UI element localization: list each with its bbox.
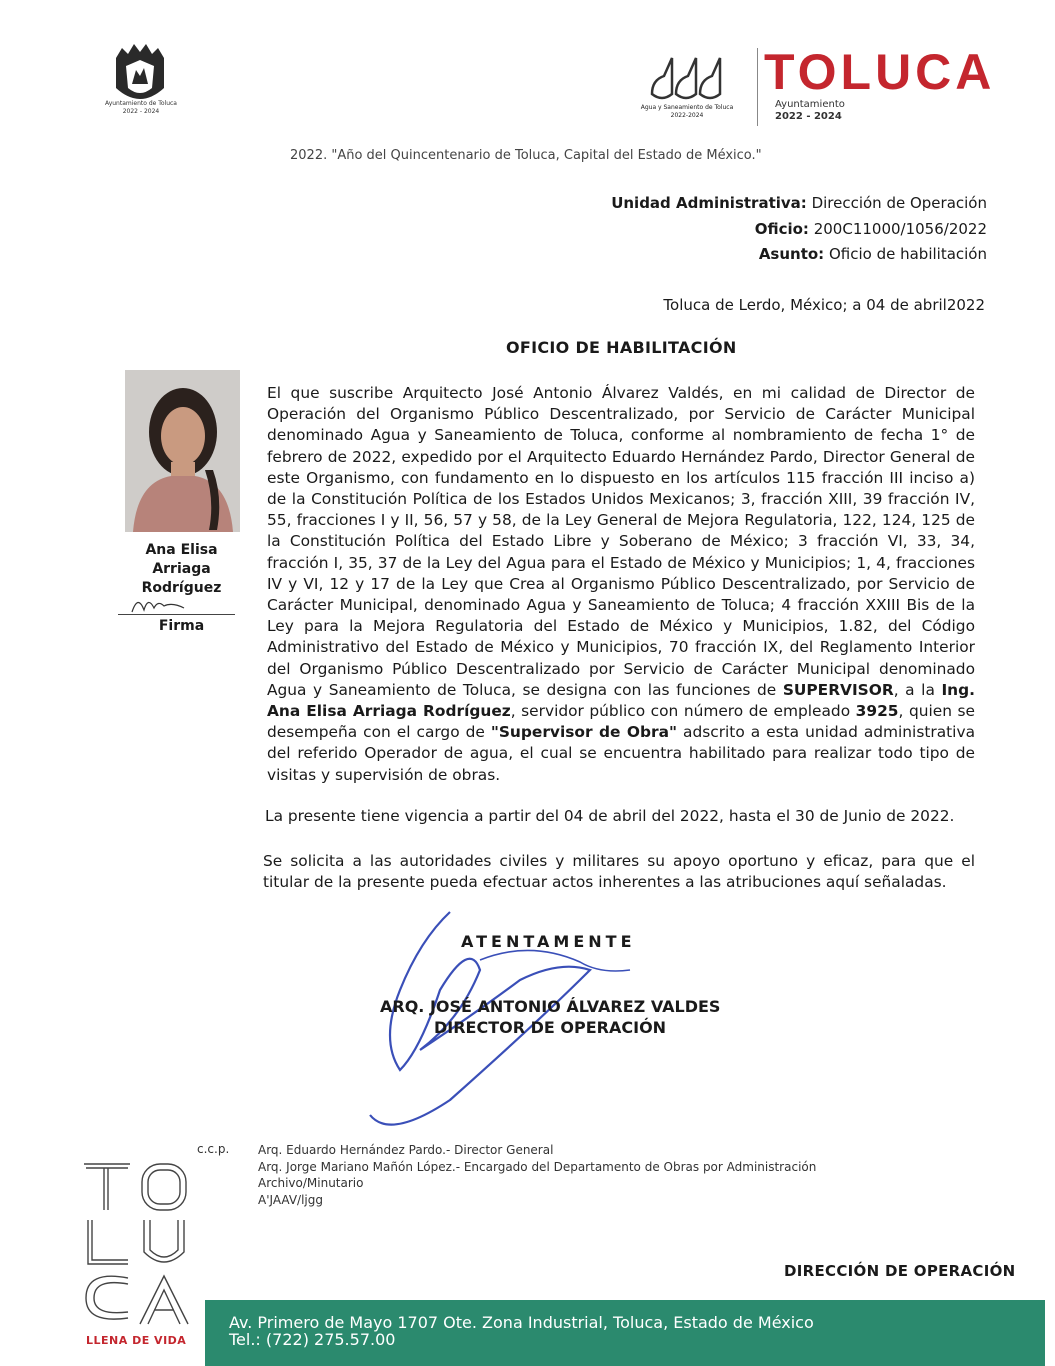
meta-asunto-label: Asunto: xyxy=(758,245,825,263)
signature-line xyxy=(118,614,235,615)
header-divider xyxy=(757,48,758,126)
agua-saneamiento-logo-icon xyxy=(646,50,726,106)
person-name-line3: Rodríguez xyxy=(141,580,222,596)
ccp-line-1: Arq. Eduardo Hernández Pardo.- Director General xyxy=(258,1143,554,1157)
person-name-line1: Ana Elisa xyxy=(145,542,218,558)
meta-oficio xyxy=(755,220,987,238)
firma-label: Firma xyxy=(158,618,205,634)
ccp-line-4: A'JAAV/ljgg xyxy=(258,1192,323,1207)
person-photo xyxy=(125,370,240,532)
document-title: OFICIO DE HABILITACIÓN xyxy=(506,338,737,357)
meta-unidad-value: Dirección de Operación xyxy=(811,194,987,212)
body-part4: , quien se desempeña con el cargo de xyxy=(267,702,975,742)
body-cargo: "Supervisor de Obra" xyxy=(490,723,678,742)
toluca-wordmark: TOLUCA xyxy=(764,44,996,100)
crest-caption: Ayuntamiento de Toluca 2022 - 2024 xyxy=(105,100,177,115)
meta-asunto-value: Oficio de habilitación xyxy=(828,245,987,263)
caasa-caption: Agua y Saneamiento de Toluca 2022-2024 xyxy=(640,104,734,119)
person-name-line2: Arriaga xyxy=(152,561,211,577)
ccp-line-2: Arq. Jorge Mariano Mañón López.- Encargado del Departamento de Obras por Administración xyxy=(258,1159,817,1174)
body-role: SUPERVISOR xyxy=(782,680,894,699)
signer-role: DIRECTOR DE OPERACIÓN xyxy=(434,1018,667,1037)
person-signature-icon xyxy=(128,590,198,620)
body-employee-number: 3925 xyxy=(855,702,899,721)
meta-unidad xyxy=(611,194,987,212)
ccp-list xyxy=(258,1142,816,1208)
place-date: Toluca de Lerdo, México; a 04 de abril2022 xyxy=(663,296,985,314)
footer-direccion: DIRECCIÓN DE OPERACIÓN xyxy=(784,1262,1016,1280)
body-paragraph-2: La presente tiene vigencia a partir del 04 de abril del 2022, hasta el 30 de Junio de 2022. xyxy=(265,807,955,825)
toluca-grid-logo-icon xyxy=(82,1160,192,1330)
body-part3: , servidor público con número de empleado xyxy=(510,702,856,721)
llena-de-vida: LLENA DE VIDA xyxy=(86,1334,187,1347)
meta-oficio-value: 200C11000/1056/2022 xyxy=(813,220,987,238)
body-paragraph-3: Se solicita a las autoridades civiles y militares su apoyo oportuno y eficaz, para que el titular de la presente pueda efectuar actos inherentes a las atribuciones aquí señaladas. xyxy=(263,852,975,891)
body-name: Ing. Ana Elisa Arriaga Rodríguez xyxy=(267,680,975,721)
ccp-line-3: Archivo/Minutario xyxy=(258,1176,364,1190)
ccp-label: c.c.p. xyxy=(197,1142,230,1156)
body-paragraph-1 xyxy=(267,383,975,786)
body-part1: El que suscribe Arquitecto José Antonio Álvarez Valdés, en mi calidad de Director de Operación del Organismo Público Descentralizado, por Servicio de Carácter Municipal denominado Agua y Saneamiento de Toluca, conforme al nombramiento de fecha 1° de febrero de 2022, expedido por el Arquitecto Eduardo Hernández Pardo, Director General de este Organismo, con fundamento en lo dispuesto en los artículos 115 fracción III inciso a) de la Constitución Política de los Estados Unidos Mexicanos; 3, fracción XIII, 39 fracción IV, 55, fracciones I y II, 56, 57 y 58, de la Ley General de Mejora Regulatoria, 122, 124, 125 de la Constitución Política del Estado Libre y Soberano de México; 3 fracción VI, 33, 34, fracción I, 35, 37 de la Ley del Agua para el Estado de México y Municipios; 1, 4, fracciones IV y VI, 12 y 17 de la Ley que Crea al Organismo Público Descentralizado, por Servicio de Carácter Municipal, denominado Agua y Saneamiento de Toluca; 4 fracción XXIII Bis de la Ley para la Mejora Regulatoria del Estado de México y Municipios, 1.82, del Código Administrativo del Estado de México y Municipios, 70 fracción IX, del Reglamento Interior del Organismo Público Descentralizado por Servicio de Carácter Municipal denominado Agua y Saneamiento de Toluca, se designa con las funciones de xyxy=(267,384,975,699)
toluca-years: 2022 - 2024 xyxy=(775,111,842,122)
signer-name: ARQ. JOSÉ ANTONIO ÁLVAREZ VALDES xyxy=(380,997,721,1016)
footer-address: Av. Primero de Mayo 1707 Ote. Zona Industrial, Toluca, Estado de México xyxy=(229,1313,814,1332)
footer-phone: Tel.: (722) 275.57.00 xyxy=(229,1330,396,1349)
body-part2: , a la xyxy=(893,680,942,699)
body-part5: adscrito a esta unidad administrativa del referido Operador de agua, el cual se encuentra habilitado para realizar todo tipo de visitas y supervisión de obras. xyxy=(267,723,975,784)
meta-asunto xyxy=(759,245,987,263)
year-motto: 2022. "Año del Quincentenario de Toluca, Capital del Estado de México." xyxy=(290,148,762,163)
toluca-ayuntamiento: Ayuntamiento xyxy=(775,99,845,110)
meta-unidad-label: Unidad Administrativa: xyxy=(611,194,807,212)
meta-oficio-label: Oficio: xyxy=(754,220,809,238)
atentamente: ATENTAMENTE xyxy=(461,932,636,951)
